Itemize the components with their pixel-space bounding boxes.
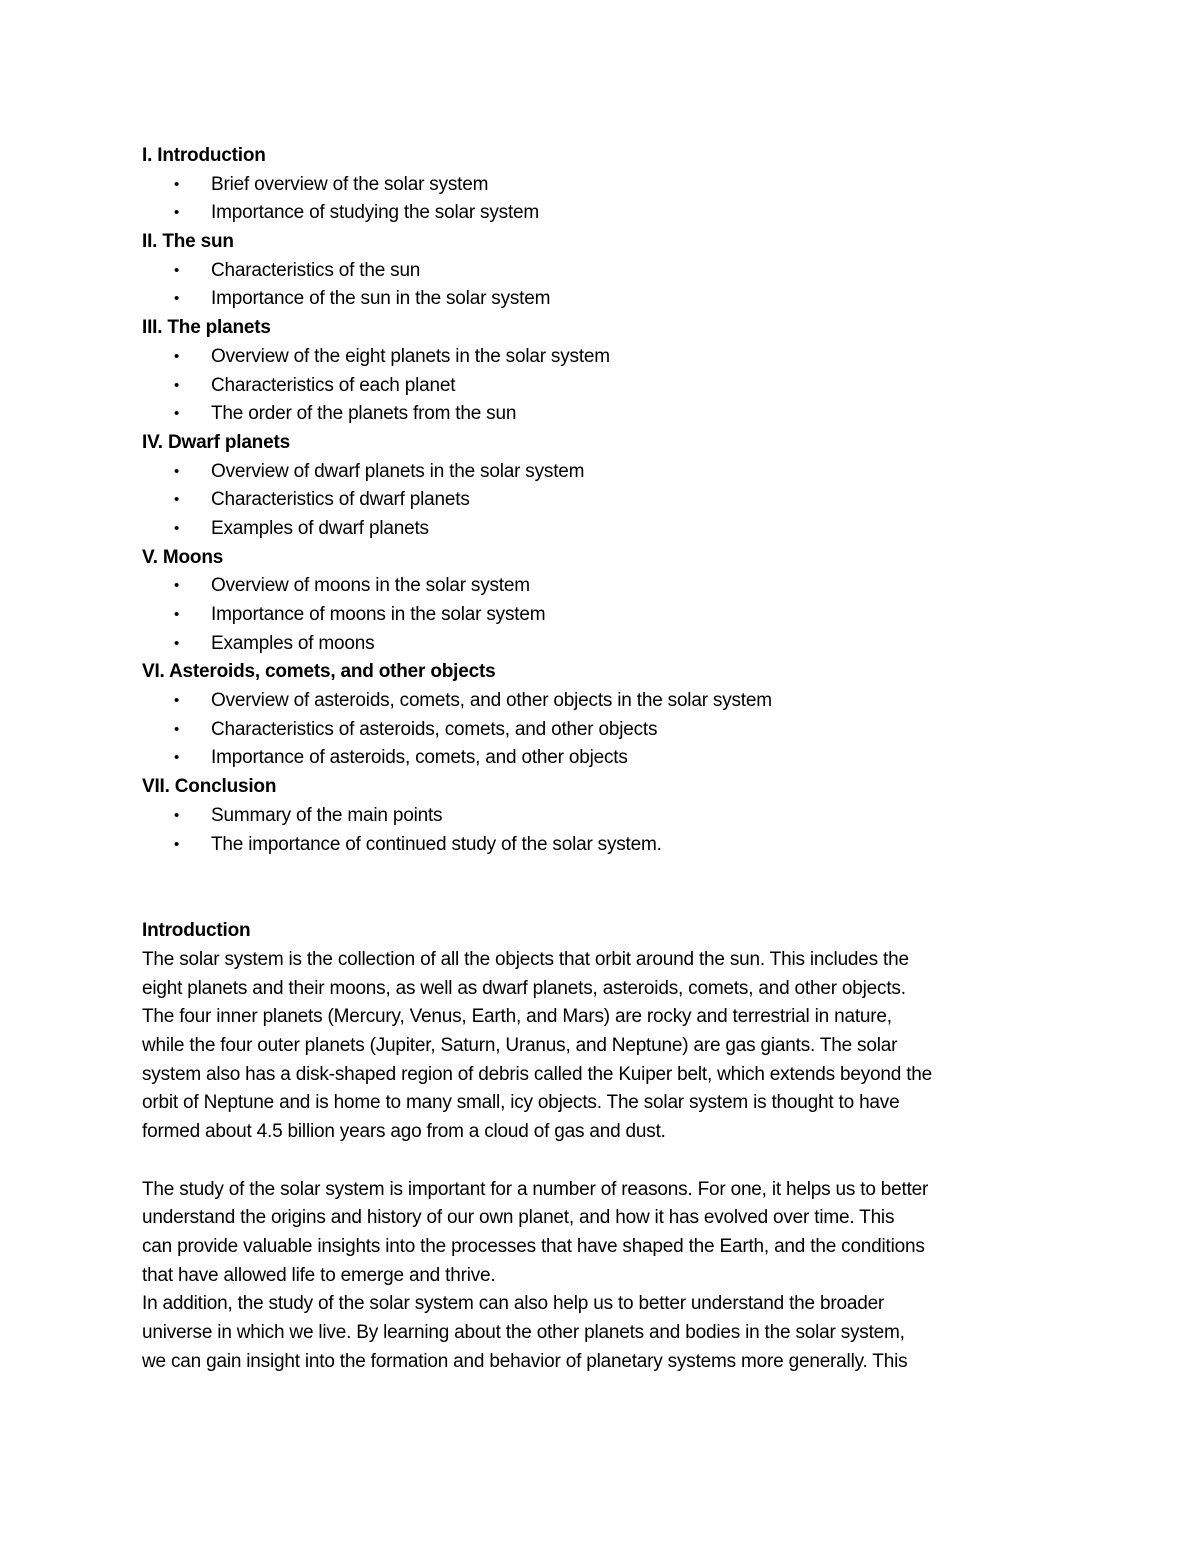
- outline-bullet-item: [142, 744, 1072, 773]
- outline-section: [142, 658, 1072, 773]
- bullet-icon: •: [174, 175, 180, 193]
- bullet-icon: •: [174, 720, 180, 738]
- outline-bullet-item: [142, 257, 1072, 286]
- outline-bullet-text: Brief overview of the solar system: [211, 173, 489, 195]
- outline-bullet-item: [142, 601, 1072, 630]
- document-page: [142, 142, 1072, 1376]
- outline-bullet-text: Characteristics of each planet: [211, 374, 456, 396]
- outline-bullet-item: [142, 630, 1072, 659]
- outline-heading: III. The planets: [142, 317, 271, 339]
- outline-bullet-text: Examples of dwarf planets: [211, 517, 429, 539]
- outline-section: [142, 228, 1072, 314]
- outline-heading: IV. Dwarf planets: [142, 431, 290, 453]
- outline-bullet-text: Characteristics of asteroids, comets, and other objects: [211, 718, 658, 740]
- outline-bullet-item: [142, 716, 1072, 745]
- bullet-icon: •: [174, 749, 180, 767]
- paragraph-line: can provide valuable insights into the processes that have shaped the Earth, and the conditions: [142, 1235, 925, 1257]
- outline-bullet-item: [142, 372, 1072, 401]
- paragraph-line: system also has a disk-shaped region of debris called the Kuiper belt, which extends beyond the: [142, 1063, 933, 1085]
- outline-heading: VI. Asteroids, comets, and other objects: [142, 661, 496, 683]
- outline-bullet-list: [142, 458, 1072, 544]
- outline-bullet-text: Examples of moons: [211, 632, 375, 654]
- outline-bullet-item: [142, 400, 1072, 429]
- paragraph-line: orbit of Neptune and is home to many small, icy objects. The solar system is thought to have: [142, 1092, 900, 1114]
- paragraph-line: we can gain insight into the formation and behavior of planetary systems more generally. This: [142, 1350, 908, 1372]
- bullet-icon: •: [174, 519, 180, 537]
- paragraph-line: The solar system is the collection of all the objects that orbit around the sun. This includes the: [142, 948, 909, 970]
- outline-heading: V. Moons: [142, 546, 224, 568]
- outline-bullet-item: [142, 458, 1072, 487]
- bullet-icon: •: [174, 204, 180, 222]
- outline-bullet-list: [142, 171, 1072, 228]
- outline-bullet-list: [142, 802, 1072, 859]
- bullet-icon: •: [174, 634, 180, 652]
- outline-section: [142, 314, 1072, 429]
- body-section: [142, 917, 1072, 1376]
- outline-section: [142, 142, 1072, 228]
- outline-section: [142, 429, 1072, 544]
- paragraph-line: The four inner planets (Mercury, Venus, Earth, and Mars) are rocky and terrestrial in nature,: [142, 1006, 892, 1028]
- outline-bullet-text: Importance of moons in the solar system: [211, 604, 546, 625]
- paragraph-line: universe in which we live. By learning about the other planets and bodies in the solar system,: [142, 1322, 905, 1344]
- bullet-icon: •: [174, 835, 180, 853]
- paragraph-addition: [142, 1290, 1072, 1376]
- outline-bullet-list: [142, 687, 1072, 773]
- bullet-icon: •: [174, 692, 180, 710]
- outline-bullet-item: [142, 687, 1072, 716]
- outline: [142, 142, 1072, 859]
- outline-section: [142, 544, 1072, 659]
- outline-bullet-item: [142, 171, 1072, 200]
- bullet-icon: •: [174, 606, 180, 623]
- bullet-icon: •: [174, 462, 180, 480]
- paragraph-line: understand the origins and history of our own planet, and how it has evolved over time. This: [142, 1207, 895, 1229]
- outline-heading: VII. Conclusion: [142, 776, 277, 798]
- outline-bullet-item: [142, 199, 1072, 228]
- outline-bullet-text: Importance of asteroids, comets, and other objects: [211, 747, 628, 769]
- bullet-icon: •: [174, 577, 180, 595]
- outline-bullet-text: Characteristics of dwarf planets: [211, 489, 470, 511]
- bullet-icon: •: [174, 405, 180, 423]
- outline-heading: II. The sun: [142, 231, 234, 253]
- paragraph-line: while the four outer planets (Jupiter, Saturn, Uranus, and Neptune) are gas giants. The solar: [142, 1035, 898, 1056]
- paragraph-line: eight planets and their moons, as well as dwarf planets, asteroids, comets, and other objects.: [142, 977, 906, 999]
- outline-bullet-item: [142, 802, 1072, 831]
- bullet-icon: •: [174, 376, 180, 394]
- outline-bullet-item: [142, 285, 1072, 314]
- outline-bullet-item: [142, 831, 1072, 860]
- bullet-icon: •: [174, 806, 180, 824]
- outline-bullet-text: Overview of the eight planets in the solar system: [211, 345, 610, 367]
- paragraph-line: that have allowed life to emerge and thrive.: [142, 1264, 496, 1286]
- outline-heading: I. Introduction: [142, 145, 266, 166]
- outline-bullet-text: The order of the planets from the sun: [211, 403, 517, 425]
- bullet-icon: •: [174, 347, 180, 365]
- bullet-icon: •: [174, 261, 180, 279]
- outline-bullet-text: Characteristics of the sun: [211, 259, 421, 281]
- bullet-icon: •: [174, 290, 180, 308]
- outline-bullet-text: The importance of continued study of the solar system.: [211, 833, 662, 855]
- outline-bullet-item: [142, 486, 1072, 515]
- paragraph-intro: [142, 946, 1072, 1147]
- outline-bullet-text: Importance of studying the solar system: [211, 202, 540, 224]
- outline-section: [142, 773, 1072, 859]
- outline-bullet-list: [142, 572, 1072, 658]
- outline-bullet-text: Importance of the sun in the solar system: [211, 288, 551, 310]
- paragraph-line: formed about 4.5 billion years ago from a cloud of gas and dust.: [142, 1121, 666, 1143]
- paragraph-importance: [142, 1176, 1072, 1291]
- outline-bullet-text: Overview of moons in the solar system: [211, 575, 530, 597]
- bullet-icon: •: [174, 491, 180, 509]
- paragraph-line: The study of the solar system is important for a number of reasons. For one, it helps us to better: [142, 1178, 929, 1200]
- outline-bullet-item: [142, 343, 1072, 372]
- outline-bullet-list: [142, 257, 1072, 314]
- outline-bullet-text: Overview of asteroids, comets, and other objects in the solar system: [211, 690, 772, 712]
- outline-bullet-text: Overview of dwarf planets in the solar system: [211, 460, 585, 482]
- paragraph-line: In addition, the study of the solar system can also help us to better understand the broader: [142, 1293, 885, 1315]
- outline-bullet-list: [142, 343, 1072, 429]
- outline-bullet-item: [142, 515, 1072, 544]
- body-heading: Introduction: [142, 920, 251, 942]
- outline-bullet-item: [142, 572, 1072, 601]
- outline-bullet-text: Summary of the main points: [211, 804, 443, 826]
